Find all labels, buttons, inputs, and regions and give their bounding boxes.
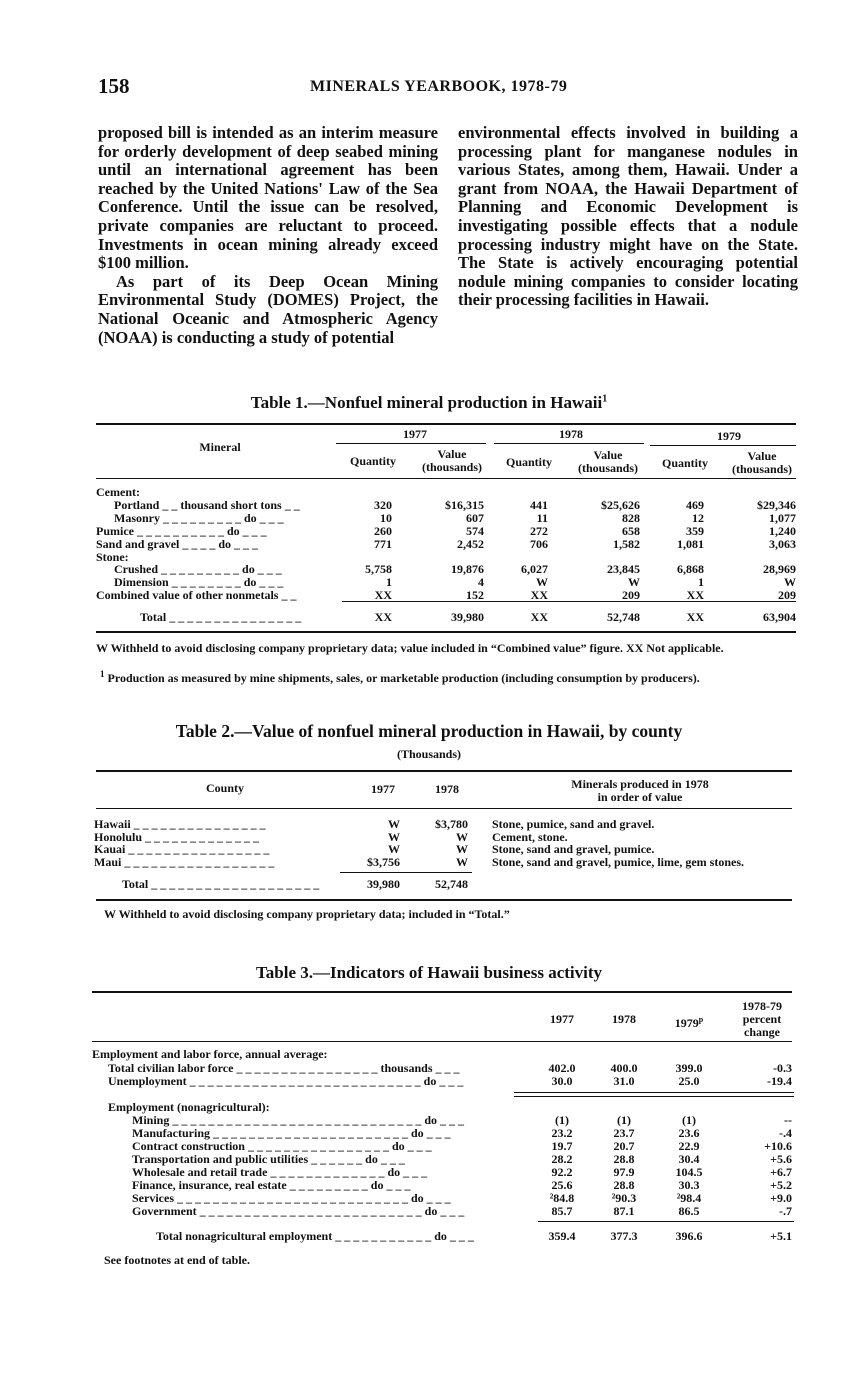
table3-total-cell: 396.6 — [675, 1229, 703, 1243]
table2-county: Hawaii _ _ _ _ _ _ _ _ _ _ _ _ _ _ _ — [94, 817, 266, 831]
table3-row-label: Mining _ _ _ _ _ _ _ _ _ _ _ _ _ _ _ _ _ _ _ _ _ _ _ _ _ _ _ _ do _ _ _ — [132, 1113, 465, 1127]
table3-col-1977: 1977 — [550, 1012, 574, 1026]
page-header — [98, 74, 798, 104]
table1-cell: 658 — [622, 523, 640, 538]
table3-total-cell: 359.4 — [548, 1229, 576, 1243]
table3-cell: -.4 — [779, 1126, 792, 1140]
table3-row-label: Unemployment _ _ _ _ _ _ _ _ _ _ _ _ _ _ _ _ _ _ _ _ _ _ _ _ _ _ do _ _ _ — [108, 1074, 464, 1088]
running-title: MINERALS YEARBOOK, 1978-79 — [310, 78, 568, 95]
table1-cell: 209 — [622, 588, 640, 603]
table3-cell: 25.6 — [551, 1178, 573, 1192]
table3-row-label: Government _ _ _ _ _ _ _ _ _ _ _ _ _ _ _ _ _ _ _ _ _ _ _ _ _ do _ _ _ — [132, 1204, 465, 1218]
table1-cell: 23,845 — [607, 562, 640, 577]
table1-year-rule — [336, 443, 486, 444]
table3-cell: 399.0 — [675, 1061, 703, 1075]
table2-col-minerals: Minerals produced in 1978 — [571, 777, 709, 791]
table1-row-label: Combined value of other nonmetals _ _ — [96, 588, 297, 603]
table3-total-cell: +5.1 — [770, 1229, 792, 1243]
table3-cell: +5.6 — [770, 1152, 792, 1166]
table2-cell-1977: $3,756 — [367, 854, 400, 869]
table3-cell: 85.7 — [551, 1204, 573, 1218]
table3-row-label: Wholesale and retail trade _ _ _ _ _ _ _ _ _ _ _ _ _ do _ _ _ — [132, 1165, 428, 1179]
table3-total-cell: 377.3 — [610, 1229, 638, 1243]
table3-title: Table 3.—Indicators of Hawaii business activity — [255, 963, 603, 982]
table2-total-1977: 39,980 — [367, 877, 400, 891]
table1-year-rule — [650, 445, 796, 446]
table3-cell: 92.2 — [551, 1165, 573, 1179]
table2-cell-1978: W — [456, 829, 468, 844]
table2-col-minerals: in order of value — [597, 790, 683, 804]
table1-row-label: Crushed _ _ _ _ _ _ _ _ _ do _ _ _ — [114, 562, 282, 577]
table2-total-rule — [340, 872, 472, 873]
table3-cell: -19.4 — [767, 1074, 792, 1088]
table1-cell: 574 — [466, 523, 484, 538]
table3-row-label: Finance, insurance, real estate _ _ _ _ _ _ _ _ _ do _ _ _ — [132, 1178, 411, 1192]
table1-cell: $29,346 — [757, 497, 796, 512]
table3-cell: 28.8 — [613, 1152, 635, 1166]
table1-cell: 1,240 — [769, 523, 796, 538]
table1-total-cell: 52,748 — [607, 610, 640, 624]
table3-col-1979: 1979$^p$ — [674, 1015, 704, 1030]
table3-cell: (1) — [617, 1113, 631, 1127]
table3-cell: 86.5 — [678, 1204, 700, 1218]
table2-county: Kauai _ _ _ _ _ _ _ _ _ _ _ _ _ _ _ _ — [94, 842, 270, 856]
table3-cell: 30.3 — [678, 1178, 700, 1192]
table1-header-rule — [96, 478, 796, 479]
table3-cell: 400.0 — [610, 1061, 638, 1075]
table3-row-label: Total civilian labor force _ _ _ _ _ _ _ _ _ _ _ _ _ _ _ _ thousands _ _ _ — [108, 1061, 460, 1075]
table1-cell: 4 — [478, 575, 484, 590]
table3-cell: +5.2 — [770, 1178, 792, 1192]
table1-total-cell: XX — [374, 610, 392, 624]
table1-row-label: Sand and gravel _ _ _ _ do _ _ _ — [96, 536, 259, 551]
table2-cell-1978: $3,780 — [435, 817, 468, 831]
table1-cell: 706 — [530, 536, 548, 551]
page-number: 158 — [98, 74, 130, 98]
table3-cell: 28.8 — [613, 1178, 635, 1192]
table1-cell: $16,315 — [445, 497, 484, 512]
table3-cell: 30.0 — [551, 1074, 573, 1088]
table1-cell: 272 — [530, 523, 548, 538]
table3-cell: ²84.8 — [549, 1191, 575, 1205]
table3-total-rule — [538, 1221, 794, 1222]
table3-cell: 104.5 — [675, 1165, 703, 1179]
table1-row-label: Portland _ _ thousand short tons _ _ — [114, 497, 300, 512]
table1-cell: 12 — [692, 510, 704, 525]
table3-cell: 20.7 — [613, 1139, 635, 1153]
table3-cell: +9.0 — [770, 1191, 792, 1205]
table3-divider — [514, 1092, 794, 1093]
table2-col-1977: 1977 — [371, 782, 395, 796]
table1-cell: 152 — [466, 588, 484, 603]
table1-cell: 320 — [374, 497, 392, 512]
table3-row-label: Contract construction _ _ _ _ _ _ _ _ _ _ _ _ _ _ _ _ do _ _ _ — [132, 1139, 432, 1153]
table1-row-label: Pumice _ _ _ _ _ _ _ _ _ _ do _ _ _ — [96, 523, 267, 538]
table1-cell: 11 — [536, 510, 548, 525]
table1-top-rule — [96, 423, 796, 425]
table2-cell-1977: W — [388, 817, 400, 831]
table2-note: W Withheld to avoid disclosing company proprietary data; included in “Total.” — [104, 907, 510, 921]
table2-header-rule — [96, 808, 792, 809]
table1-total-cell: 39,980 — [451, 610, 484, 624]
table2-county: Honolulu _ _ _ _ _ _ _ _ _ _ _ _ _ — [94, 829, 260, 844]
table2-bottom-rule — [96, 899, 792, 901]
table2-subtitle: (Thousands) — [396, 747, 462, 761]
table2-cell-minerals: Stone, pumice, sand and gravel. — [492, 817, 655, 831]
table1-cell: 1,582 — [613, 536, 640, 551]
table3-cell: (1) — [682, 1113, 696, 1127]
table3-cell: -.7 — [779, 1204, 792, 1218]
table1-total-cell: XX — [530, 610, 548, 624]
table2-col-1978: 1978 — [435, 782, 459, 796]
table3-cell: 97.9 — [613, 1165, 635, 1179]
table1-col-value: Value — [593, 448, 623, 462]
table1-col-mineral: Mineral — [199, 440, 241, 454]
table2-cell-minerals: Stone, sand and gravel, pumice, lime, gem stones. — [492, 854, 744, 869]
table1-cell: 3,063 — [769, 536, 796, 551]
table1-year: 1977 — [403, 427, 427, 441]
table1-year: 1978 — [559, 427, 583, 441]
table2-cell-1978: W — [456, 842, 468, 856]
table3-cell: -0.3 — [773, 1061, 792, 1075]
table2-cell-minerals: Stone, sand and gravel, pumice. — [492, 842, 655, 856]
table1-cell: 607 — [466, 510, 484, 525]
table1-cell: W — [784, 575, 796, 590]
table3-cell: 23.6 — [678, 1126, 700, 1140]
table1-cell: 10 — [380, 510, 392, 525]
table1-cell: 6,868 — [677, 562, 704, 577]
table1-cell: 260 — [374, 523, 392, 538]
table3-total-label: Total nonagricultural employment _ _ _ _ _ _ _ _ _ _ _ do _ _ _ — [156, 1229, 474, 1243]
table1-cell: 469 — [686, 497, 704, 512]
table1-cell: 28,969 — [763, 562, 796, 577]
table2-title: Table 2.—Value of nonfuel mineral production in Hawaii, by county — [175, 721, 683, 741]
table1-cell: 1,077 — [769, 510, 796, 525]
table1-total-label: Total _ _ _ _ _ _ _ _ _ _ _ _ _ _ _ — [140, 610, 302, 624]
text-column-right — [458, 124, 798, 310]
table3-cell: (1) — [555, 1113, 569, 1127]
table2-cell-1978: W — [456, 854, 468, 869]
table3-cell: 25.0 — [678, 1074, 700, 1088]
table3-footnote: See footnotes at end of table. — [104, 1253, 250, 1267]
table1-cell: 2,452 — [457, 536, 484, 551]
table3-cell: 23.2 — [551, 1126, 573, 1140]
table1-col-value-unit: (thousands) — [731, 462, 793, 476]
table1-cell: 5,758 — [365, 562, 392, 577]
table3-cell: 87.1 — [613, 1204, 635, 1218]
text-column-left — [98, 124, 438, 347]
table1-year: 1979 — [717, 429, 741, 443]
table1-cell: XX — [530, 588, 548, 603]
table3-cell: 28.2 — [551, 1152, 573, 1166]
table2-cell-1977: W — [388, 842, 400, 856]
table1-cell: 1 — [698, 575, 704, 590]
table1-row-label: Stone: — [96, 549, 129, 564]
table1-cell: 359 — [686, 523, 704, 538]
table3-col-pct: percent — [742, 1012, 782, 1026]
table1-col-quantity: Quantity — [661, 456, 708, 470]
table1-cell: XX — [686, 588, 704, 603]
table3-section-employment: Employment (nonagricultural): — [108, 1100, 270, 1114]
table3-cell: ²90.3 — [611, 1191, 637, 1205]
table1-cell: 6,027 — [521, 562, 548, 577]
table3-cell: 22.9 — [678, 1139, 700, 1153]
table3-cell: +6.7 — [770, 1165, 792, 1179]
table3-section-labor: Employment and labor force, annual average: — [92, 1047, 328, 1061]
table2-col-county: County — [205, 781, 244, 795]
table1-col-value-unit: (thousands) — [421, 460, 483, 474]
table3-col-pct: 1978-79 — [742, 999, 782, 1013]
table3-cell: +10.6 — [764, 1139, 792, 1153]
table1-cell: 441 — [530, 497, 548, 512]
table1-cell: $25,626 — [601, 497, 640, 512]
table1-cell: 828 — [622, 510, 640, 525]
table2-cell-minerals: Cement, stone. — [492, 829, 568, 844]
paragraph: environmental effects involved in building a processing plant for manganese nodules in various States, among them, Hawaii. Under a grant from NOAA, the Hawaii Department of Planning and Economic Development is investigating possible effects that a nodule processing industry might have on the State. The State is actively encouraging potential nodule mining companies to consider locating their processing facilities in Hawaii. — [458, 123, 798, 310]
table3-cell: 31.0 — [613, 1074, 635, 1088]
table1-col-value: Value — [747, 449, 777, 463]
table3-cell: 402.0 — [548, 1061, 576, 1075]
table1-cell: XX — [374, 588, 392, 603]
table3-cell: -- — [784, 1113, 792, 1127]
table1-col-value: Value — [437, 447, 467, 461]
table1-year-rule — [494, 443, 644, 444]
table1-cell: 19,876 — [451, 562, 484, 577]
table3-header-rule — [92, 1041, 792, 1042]
table3-col-1978: 1978 — [612, 1012, 636, 1026]
table1-row-label: Dimension _ _ _ _ _ _ _ _ do _ _ _ — [114, 575, 284, 590]
table1-cell: 1 — [386, 575, 392, 590]
paragraph: As part of its Deep Ocean Mining Environmental Study (DOMES) Project, the National Oceanic and Atmospheric Agency (NOAA) is conducting a study of potential — [98, 271, 438, 347]
paragraph: proposed bill is intended as an interim measure for orderly development of deep seabed mining until an international agreement has been reached by the United Nations' Law of the Sea Conference. Until the issue can be resolved, private companies are reluctant to proceed. Investments in ocean mining already exceed $100 million. — [98, 123, 438, 273]
table1-col-quantity: Quantity — [505, 455, 552, 469]
table3-row-label: Services _ _ _ _ _ _ _ _ _ _ _ _ _ _ _ _ _ _ _ _ _ _ _ _ _ _ do _ _ _ — [132, 1191, 451, 1205]
table3-row-label: Transportation and public utilities _ _ _ _ _ _ do _ _ _ — [132, 1152, 405, 1166]
table3-cell: 30.4 — [678, 1152, 700, 1166]
table3-row-label: Manufacturing _ _ _ _ _ _ _ _ _ _ _ _ _ _ _ _ _ _ _ _ _ _ do _ _ _ — [132, 1126, 451, 1140]
table1-total-rule — [342, 601, 796, 602]
table2-total-label: Total _ _ _ _ _ _ _ _ _ _ _ _ _ _ _ _ _ _ _ — [122, 877, 320, 891]
table3-cell: 23.7 — [613, 1126, 635, 1140]
table1-cell: 771 — [374, 536, 392, 551]
table1-title: Table 1.—Nonfuel mineral production in Hawaii$^1$ — [250, 393, 608, 412]
table1-footnote: $^1$ Production as measured by mine shipments, sales, or marketable production (including consumption by producers). — [100, 669, 700, 685]
table1-note: W Withheld to avoid disclosing company proprietary data; value included in “Combined value” figure. XX Not applicable. — [96, 641, 724, 655]
table1-cell: W — [536, 575, 548, 590]
table1-cell: 209 — [778, 588, 796, 603]
table3-cell: 19.7 — [551, 1139, 573, 1153]
table1-col-value-unit: (thousands) — [577, 461, 639, 475]
table3-divider — [514, 1096, 794, 1097]
table3-top-rule — [92, 991, 792, 993]
table2-cell-1977: W — [388, 829, 400, 844]
table3-cell: ²98.4 — [676, 1191, 702, 1205]
table1-row-label: Cement: — [96, 485, 140, 499]
table2-county: Maui _ _ _ _ _ _ _ _ _ _ _ _ _ _ _ _ _ — [94, 854, 275, 869]
table1-bottom-rule — [96, 631, 796, 633]
table3-col-pct: change — [744, 1025, 780, 1039]
table1-col-quantity: Quantity — [349, 454, 396, 468]
table1-total-cell: 63,904 — [763, 610, 796, 624]
table1-cell: W — [628, 575, 640, 590]
table1-row-label: Masonry _ _ _ _ _ _ _ _ _ do _ _ _ — [114, 510, 284, 525]
table2-total-1978: 52,748 — [435, 877, 468, 891]
table2-top-rule — [96, 770, 792, 772]
table1-cell: 1,081 — [677, 536, 704, 551]
table1-total-cell: XX — [686, 610, 704, 624]
